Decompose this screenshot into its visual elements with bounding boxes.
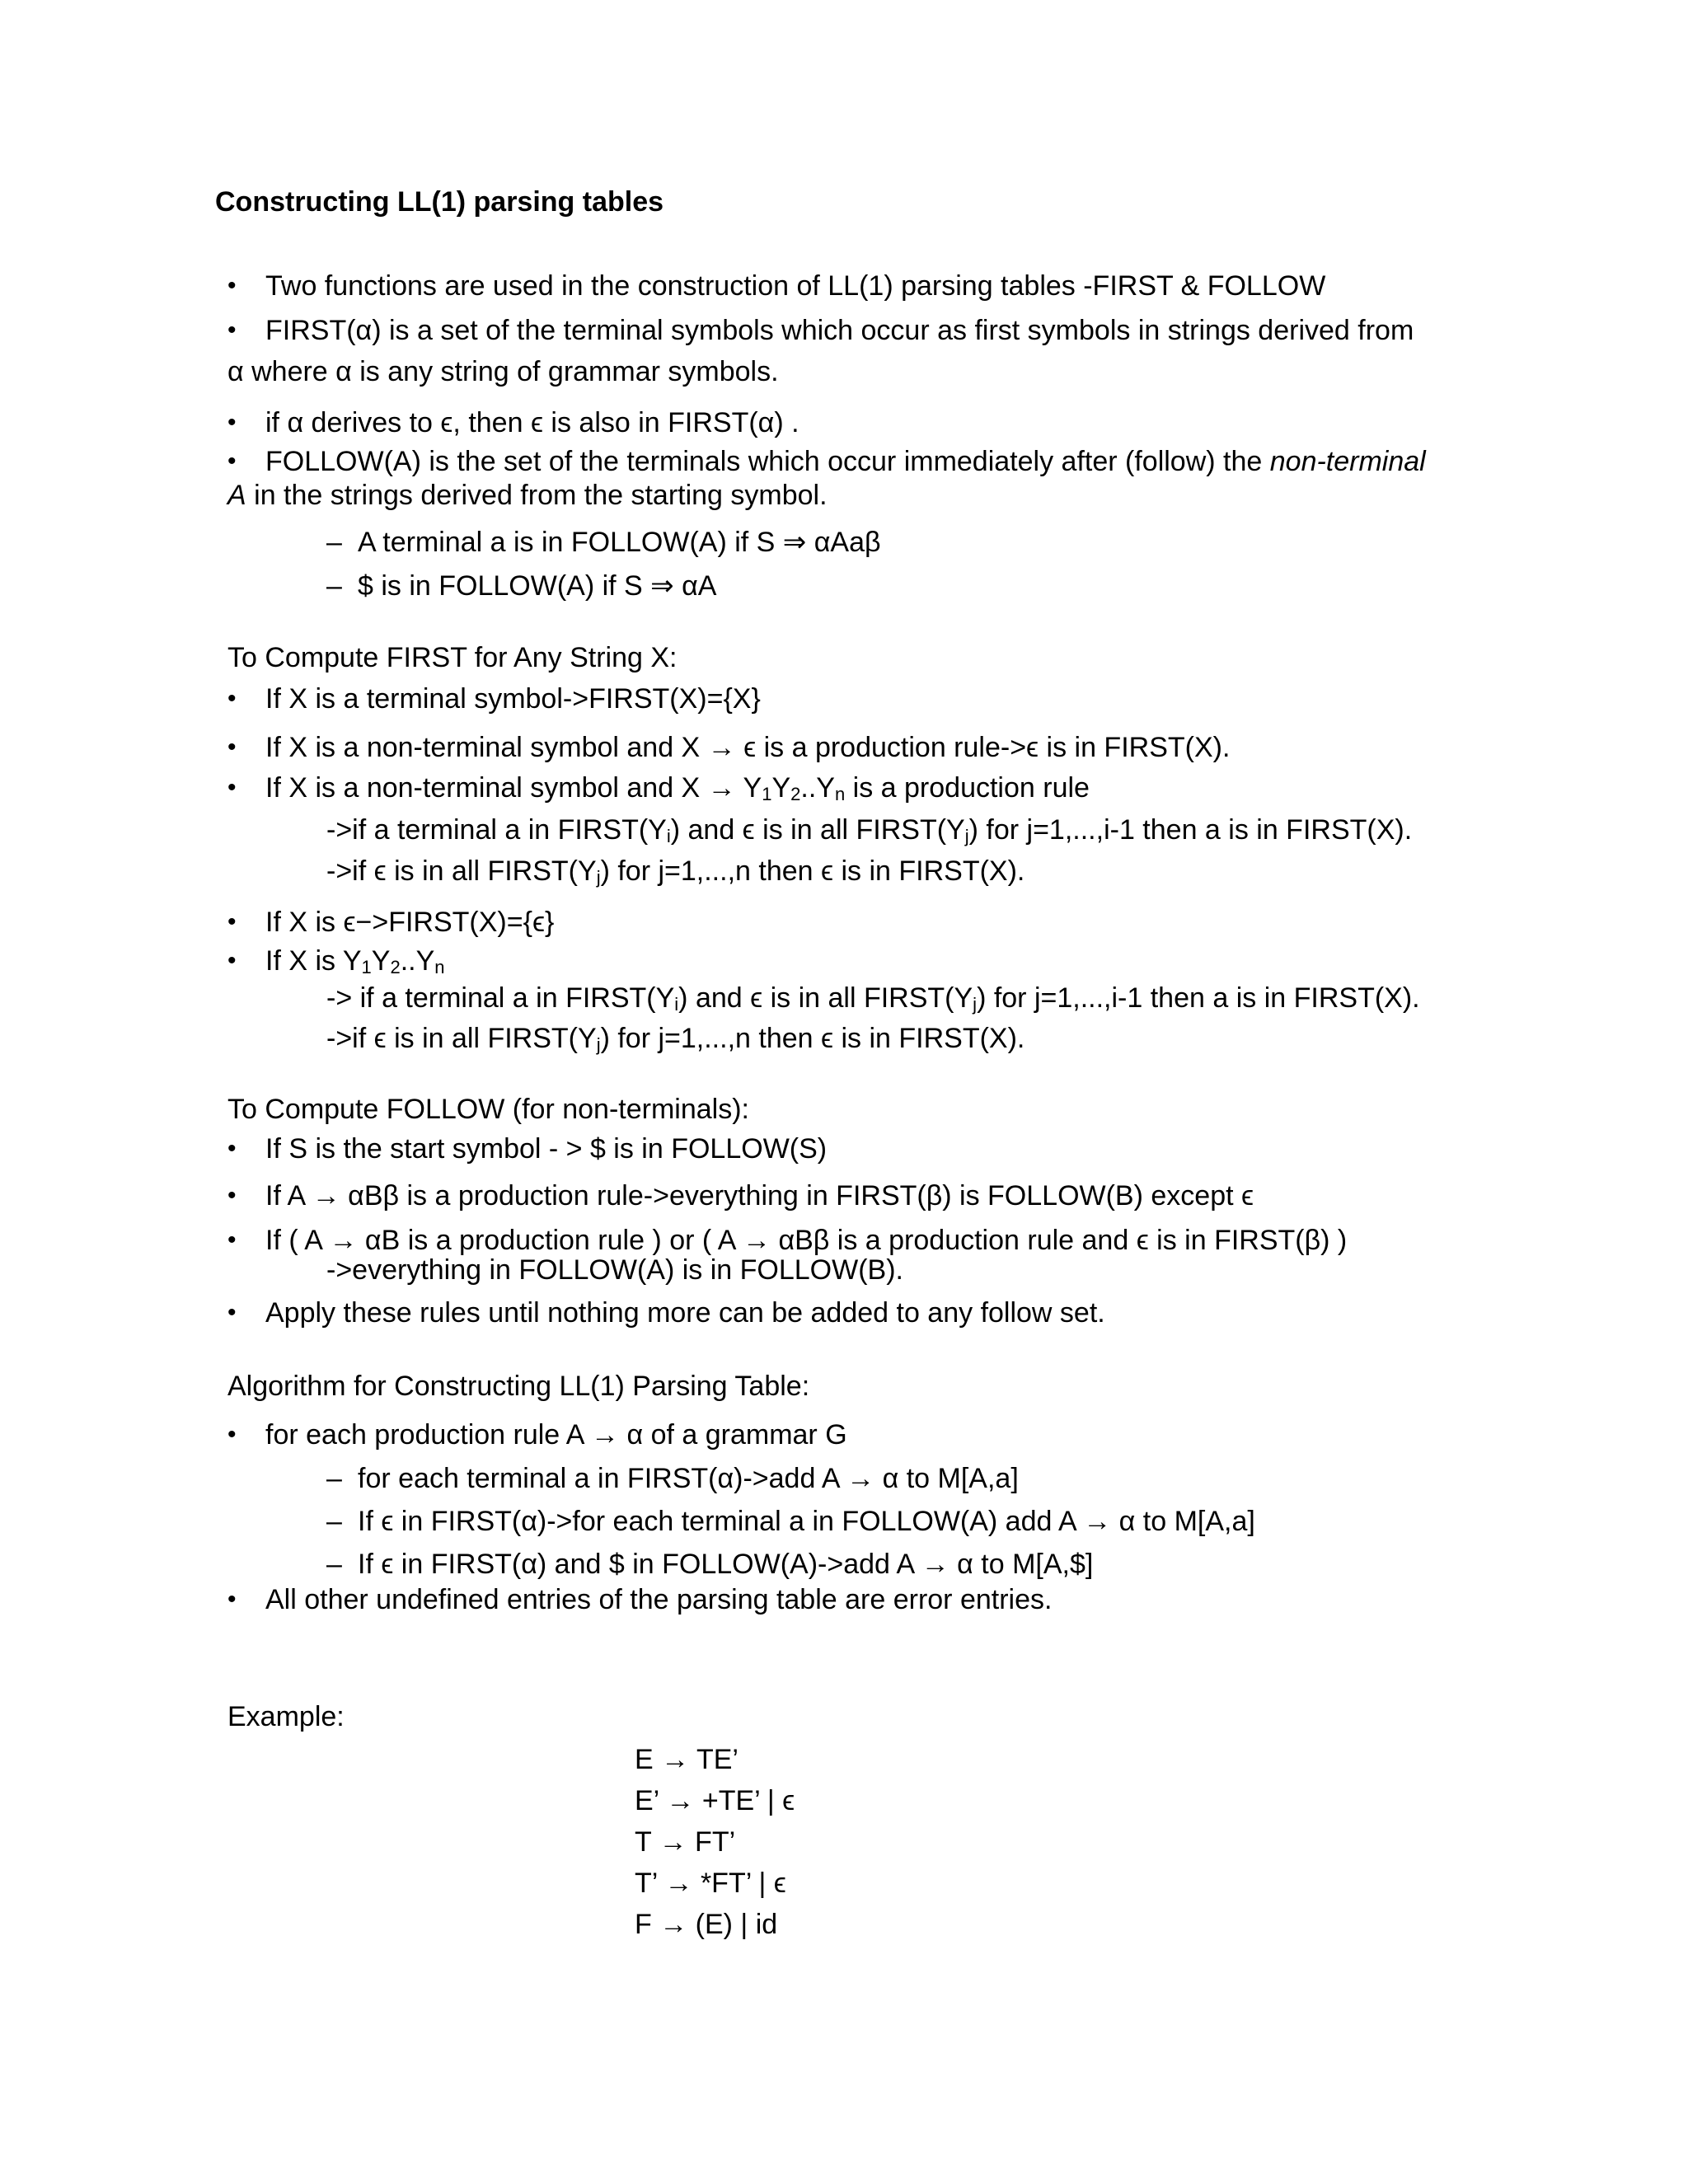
bullet-glyph: • <box>227 774 237 801</box>
first-bullet-2: If X is a non-terminal symbol and X → ϵ is a production rule->ϵ is in FIRST(X). <box>265 732 1231 763</box>
intro-bullet-3: if α derives to ϵ, then ϵ is also in FIRST(α) . <box>265 407 799 438</box>
page-title: Constructing LL(1) parsing tables <box>215 186 664 218</box>
bullet-glyph: • <box>227 1135 237 1162</box>
first-bullet-3-sub-1: ->if a terminal a in $FIRST(Y_i)$ and ϵ is in all $FIRST(Y_j)$ for j=1,...,i-1 then a is in FIRST(X). <box>326 814 1413 846</box>
grammar-rule: T’ → *FT’ | ϵ <box>635 1868 786 1899</box>
bullet-glyph: • <box>227 272 237 299</box>
intro-bullet-1: Two functions are used in the construction of LL(1) parsing tables -FIRST & FOLLOW <box>265 270 1326 302</box>
bullet-glyph: • <box>227 1182 237 1209</box>
bullet-glyph: • <box>227 947 237 974</box>
bullet-glyph: • <box>227 733 237 761</box>
dash-glyph: – <box>326 1463 342 1494</box>
algorithm-bullet-2: All other undefined entries of the parsing table are error entries. <box>265 1584 1053 1615</box>
dash-glyph: – <box>326 570 342 602</box>
bullet-glyph: • <box>227 1421 237 1448</box>
algorithm-heading: Algorithm for Constructing LL(1) Parsing Table: <box>227 1371 810 1402</box>
follow-bullet-3-line-2: ->everything in FOLLOW(A) is in FOLLOW(B). <box>326 1254 903 1286</box>
bullet-glyph: • <box>227 1586 237 1613</box>
intro-bullet-4-line-2: A in the strings derived from the starting symbol. <box>227 480 828 511</box>
first-bullet-3-sub-2: ->if ϵ is in all $FIRST(Y_j)$ for j=1,...,n then ϵ is in FIRST(X). <box>326 855 1025 888</box>
first-bullet-3: If X is a non-terminal symbol and $X \to Y_1Y_2..Y_n$ is a production rule <box>265 772 1090 804</box>
algorithm-bullet-1: for each production rule A → α of a grammar G <box>265 1419 847 1451</box>
dash-glyph: – <box>326 1506 342 1537</box>
algorithm-dash-1: for each terminal a in FIRST(α)->add A → α to M[A,a] <box>358 1463 1019 1494</box>
follow-bullet-1: If S is the start symbol - > $ is in FOLLOW(S) <box>265 1133 828 1165</box>
intro-bullet-4-line-1: FOLLOW(A) is the set of the terminals which occur immediately after (follow) the non-terminal <box>265 446 1426 477</box>
dash-glyph: – <box>326 527 342 558</box>
intro-dash-1: A terminal a is in FOLLOW(A) if S ⇒ αAaβ <box>358 527 881 558</box>
bullet-glyph: • <box>227 908 237 935</box>
grammar-rule: F → (E) | id <box>635 1909 778 1940</box>
first-bullet-5-sub-2: ->if ϵ is in all $FIRST(Y_j)$ for j=1,...,n then ϵ is in FIRST(X). <box>326 1023 1025 1055</box>
algorithm-dash-3: If ϵ in FIRST(α) and $ in FOLLOW(A)->add A → α to M[A,$] <box>358 1549 1094 1580</box>
bullet-glyph: • <box>227 1226 237 1254</box>
first-bullet-5: If X is $Y_1Y_2..Y_n$ <box>265 945 445 977</box>
follow-bullet-4: Apply these rules until nothing more can be added to any follow set. <box>265 1297 1105 1329</box>
grammar-rule: E’ → +TE’ | ϵ <box>635 1785 795 1816</box>
intro-dash-2: $ is in FOLLOW(A) if S ⇒ αA <box>358 570 717 602</box>
bullet-glyph: • <box>227 409 237 436</box>
first-bullet-4: If X is ϵ−>FIRST(X)={ϵ} <box>265 907 555 938</box>
bullet-glyph: • <box>227 1299 237 1326</box>
bullet-glyph: • <box>227 685 237 712</box>
grammar-rule: E → TE’ <box>635 1744 738 1775</box>
grammar-rule: T → FT’ <box>635 1826 736 1858</box>
first-heading: To Compute FIRST for Any String X: <box>227 642 678 673</box>
follow-bullet-3-line-1: If ( A → αB is a production rule ) or ( A → αBβ is a production rule and ϵ is in FIRST(β) ) <box>265 1225 1348 1256</box>
bullet-glyph: • <box>227 316 237 344</box>
intro-bullet-2-line-1: FIRST(α) is a set of the terminal symbols which occur as first symbols in strings derived from <box>265 315 1414 346</box>
first-bullet-5-sub-1: -> if a terminal a in $FIRST(Y_i)$ and ϵ is in all $FIRST(Y_j)$ for j=1,...,i-1 then a is in FIRST(X). <box>326 982 1420 1015</box>
bullet-glyph: • <box>227 448 237 475</box>
follow-heading: To Compute FOLLOW (for non-terminals): <box>227 1094 749 1125</box>
example-heading: Example: <box>227 1701 345 1732</box>
algorithm-dash-2: If ϵ in FIRST(α)->for each terminal a in FOLLOW(A) add A → α to M[A,a] <box>358 1506 1255 1537</box>
intro-bullet-2-line-2: α where α is any string of grammar symbols. <box>227 356 779 387</box>
follow-bullet-2: If A → αBβ is a production rule->everything in FIRST(β) is FOLLOW(B) except ϵ <box>265 1180 1254 1212</box>
first-bullet-1: If X is a terminal symbol->FIRST(X)={X} <box>265 683 761 715</box>
dash-glyph: – <box>326 1549 342 1580</box>
